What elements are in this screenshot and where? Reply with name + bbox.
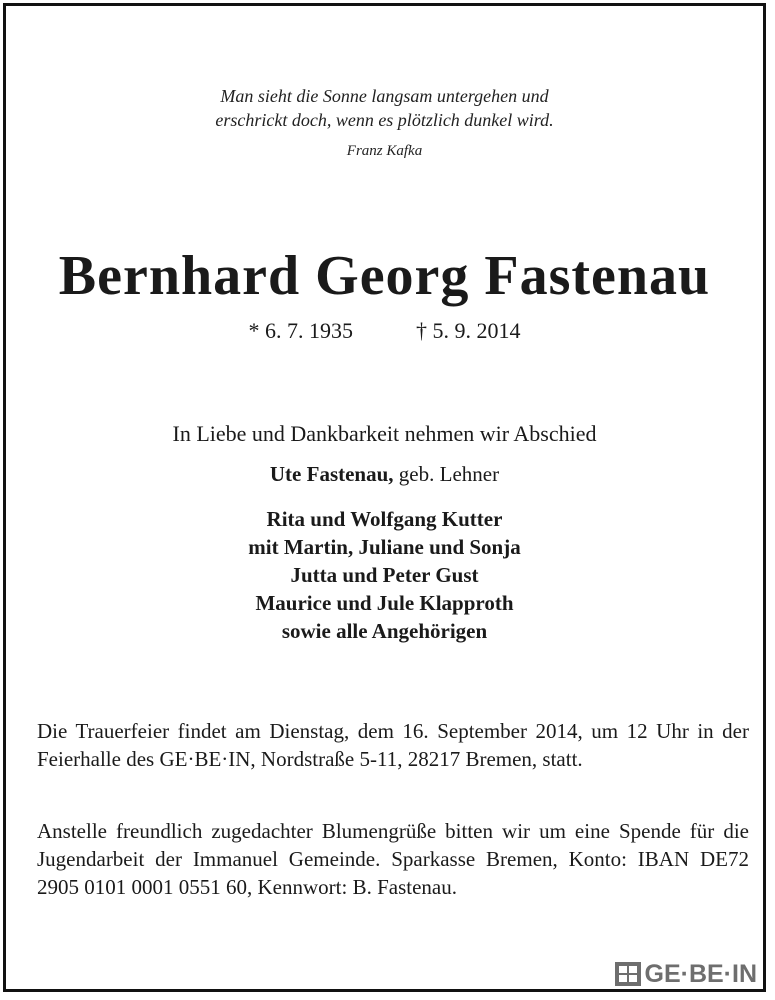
quote-line-2: erschrickt doch, wenn es plötzlich dunkel wird. (215, 110, 554, 130)
quote-line-1: Man sieht die Sonne langsam untergehen und (220, 86, 549, 106)
gebein-logo-icon (615, 962, 641, 986)
family-line: mit Martin, Juliane und Sonja (248, 535, 521, 559)
quote (6, 84, 763, 132)
death-date: † 5. 9. 2014 (416, 318, 521, 343)
birth-date: * 6. 7. 1935 (248, 318, 353, 343)
life-dates (6, 318, 763, 344)
funeral-notice: Die Trauerfeier findet am Dienstag, dem 16. September 2014, um 12 Uhr in der Feierhalle des GE·BE·IN, Nordstraße 5-11, 28217 Bremen, statt. (37, 719, 749, 771)
family-list (6, 505, 763, 645)
gebein-logo-text: GE·BE·IN (644, 959, 757, 988)
gebein-logo (615, 961, 758, 987)
donation-notice: Anstelle freundlich zugedachter Blumengrüße bitten wir um eine Spende für die Jugendarbeit der Immanuel Gemeinde. Sparkasse Bremen, Konto: IBAN DE72 2905 0101 0001 0551 60, Kennwort: B. Fastenau. (37, 819, 749, 899)
widow-name: Ute Fastenau, (269, 462, 394, 486)
family-line: Jutta und Peter Gust (290, 563, 479, 587)
family-line: sowie alle Angehörigen (281, 619, 488, 643)
widow-line (6, 462, 763, 487)
family-line: Maurice und Jule Klapproth (255, 591, 514, 615)
farewell-intro: In Liebe und Dankbarkeit nehmen wir Abschied (172, 421, 597, 446)
obituary-notice (3, 3, 766, 992)
widow-maiden-name: geb. Lehner (398, 462, 500, 486)
deceased-name: Bernhard Georg Fastenau (58, 245, 711, 307)
family-line: Rita und Wolfgang Kutter (266, 507, 503, 531)
quote-author: Franz Kafka (346, 143, 423, 159)
